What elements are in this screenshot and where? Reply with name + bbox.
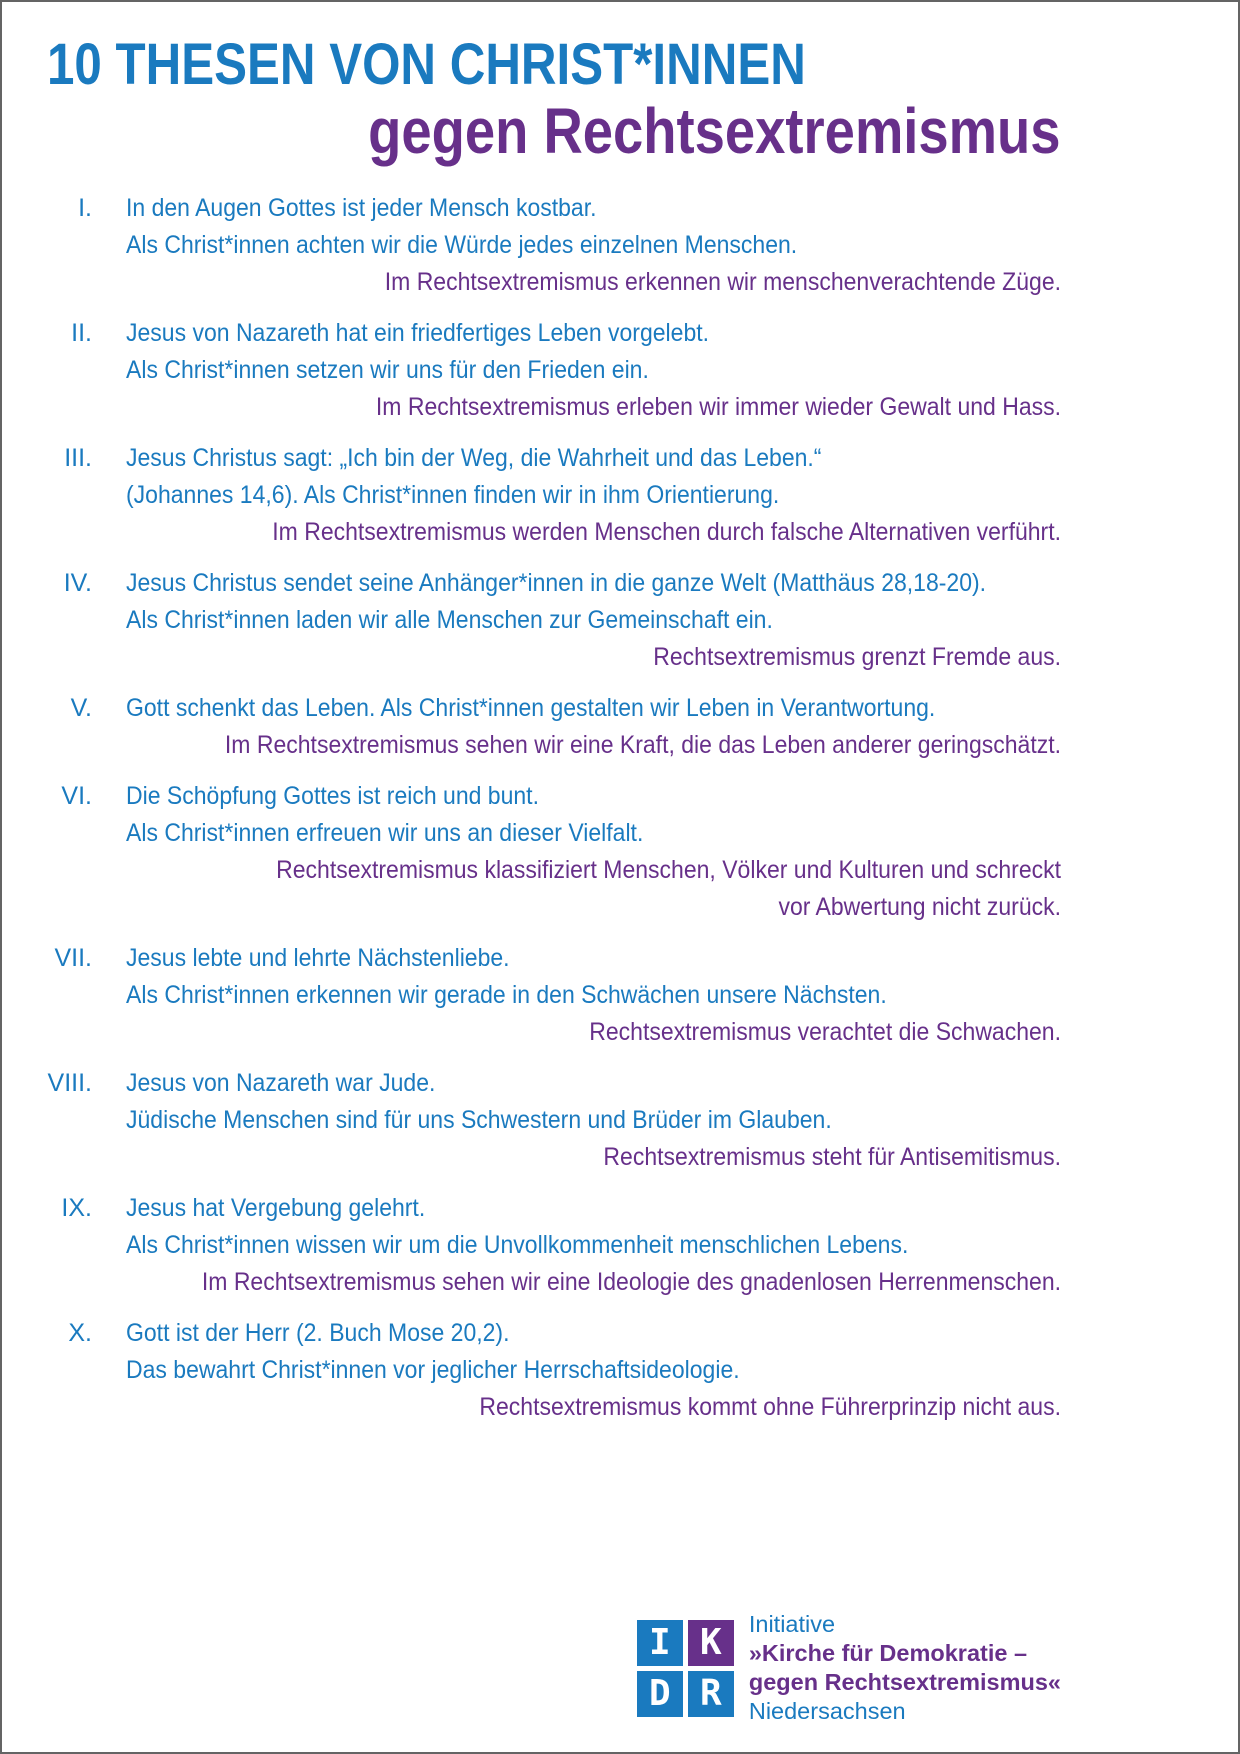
thesis-item-6	[47, 778, 1061, 926]
thesis-statement-line: Als Christ*innen setzen wir uns für den Frieden ein.	[126, 356, 649, 384]
thesis-contrast-line: Im Rechtsextremismus sehen wir eine Kraft, die das Leben anderer geringschätzt.	[224, 731, 1061, 759]
org-name-block	[749, 1610, 1061, 1726]
thesis-contrast-line: Im Rechtsextremismus werden Menschen durch falsche Alternativen verführt.	[272, 518, 1062, 546]
thesis-statement-line: Die Schöpfung Gottes ist reich und bunt.	[126, 782, 539, 810]
thesis-item-7	[47, 940, 1061, 1051]
thesis-statement-line: (Johannes 14,6). Als Christ*innen finden wir in ihm Orientierung.	[126, 481, 780, 509]
logo-square-k: K	[688, 1620, 734, 1666]
thesis-numeral: VI.	[61, 782, 92, 810]
thesis-item-5	[47, 690, 1061, 764]
thesis-item-3	[47, 440, 1061, 551]
thesis-statement-line: Gott ist der Herr (2. Buch Mose 20,2).	[126, 1319, 510, 1347]
logo-square-d: D	[637, 1671, 683, 1717]
thesis-contrast-line: Rechtsextremismus grenzt Fremde aus.	[653, 643, 1061, 671]
thesis-statement-line: Jesus von Nazareth war Jude.	[126, 1069, 436, 1097]
thesis-contrast-line: Im Rechtsextremismus erleben wir immer wieder Gewalt und Hass.	[375, 393, 1061, 421]
thesis-item-4	[47, 565, 1061, 676]
thesis-statement-line: Jesus Christus sagt: „Ich bin der Weg, die Wahrheit und das Leben.“	[126, 444, 822, 472]
thesis-contrast-line: Rechtsextremismus kommt ohne Führerprinzip nicht aus.	[479, 1393, 1061, 1421]
thesis-item-2	[47, 315, 1061, 426]
thesis-statement-line: Gott schenkt das Leben. Als Christ*innen gestalten wir Leben in Verantwortung.	[126, 694, 936, 722]
thesis-item-1	[47, 190, 1061, 301]
thesis-statement-line: Jesus von Nazareth hat ein friedfertiges Leben vorgelebt.	[126, 319, 710, 347]
thesis-item-10	[47, 1315, 1061, 1426]
thesis-item-9	[47, 1190, 1061, 1301]
thesis-statement-line: Jesus hat Vergebung gelehrt.	[126, 1194, 426, 1222]
org-line-kirche: »Kirche für Demokratie –	[748, 1640, 1028, 1666]
thesis-numeral: X.	[68, 1319, 92, 1347]
ikdr-logo	[637, 1620, 734, 1717]
thesis-statement-line: Als Christ*innen erfreuen wir uns an dieser Vielfalt.	[126, 819, 644, 847]
thesis-statement-line: Als Christ*innen erkennen wir gerade in den Schwächen unsere Nächsten.	[126, 981, 887, 1009]
thesis-numeral: VIII.	[47, 1069, 92, 1097]
thesis-numeral: I.	[78, 194, 92, 222]
thesis-numeral: III.	[64, 444, 92, 472]
page-title-line1-text: 10 THESEN VON CHRIST*INNEN	[47, 32, 806, 97]
thesis-numeral: IV.	[63, 569, 92, 597]
org-line-niedersachsen: Niedersachsen	[748, 1698, 906, 1724]
logo-square-i: I	[637, 1620, 683, 1666]
thesis-statement-line: Als Christ*innen wissen wir um die Unvollkommenheit menschlichen Lebens.	[126, 1231, 909, 1259]
thesis-statement-line: In den Augen Gottes ist jeder Mensch kostbar.	[126, 194, 597, 222]
thesis-statement-line: Als Christ*innen laden wir alle Menschen zur Gemeinschaft ein.	[126, 606, 773, 634]
thesis-numeral: II.	[71, 319, 92, 347]
thesis-contrast-line: Im Rechtsextremismus erkennen wir menschenverachtende Züge.	[384, 268, 1062, 296]
thesis-numeral: IX.	[61, 1194, 92, 1222]
page-title-line2	[47, 95, 1061, 167]
logo-square-r: R	[688, 1671, 734, 1717]
thesis-numeral: V.	[70, 694, 92, 722]
page-title-line2-text: gegen Rechtsextremismus	[368, 95, 1061, 167]
thesis-statement-line: Als Christ*innen achten wir die Würde jedes einzelnen Menschen.	[126, 231, 798, 259]
thesis-statement-line: Jesus lebte und lehrte Nächstenliebe.	[126, 944, 510, 972]
org-line-initiative: Initiative	[748, 1611, 836, 1637]
thesis-item-8	[47, 1065, 1061, 1176]
theses-list	[47, 190, 1061, 1426]
footer	[637, 1610, 1061, 1726]
thesis-contrast-line: Rechtsextremismus verachtet die Schwachen.	[589, 1018, 1061, 1046]
thesis-contrast-line: vor Abwertung nicht zurück.	[778, 893, 1061, 921]
thesis-statement-line: Das bewahrt Christ*innen vor jeglicher Herrschaftsideologie.	[126, 1356, 740, 1384]
thesis-contrast-line: Rechtsextremismus steht für Antisemitismus.	[603, 1143, 1061, 1171]
thesis-numeral: VII.	[54, 944, 92, 972]
thesis-statement-line: Jüdische Menschen sind für uns Schwestern und Brüder im Glauben.	[126, 1106, 832, 1134]
header	[2, 2, 1238, 167]
thesis-statement-line: Jesus Christus sendet seine Anhänger*innen in die ganze Welt (Matthäus 28,18-20).	[126, 569, 987, 597]
thesis-contrast-line: Im Rechtsextremismus sehen wir eine Ideologie des gnadenlosen Herrenmenschen.	[201, 1268, 1061, 1296]
page-title-line1	[47, 32, 1061, 98]
thesis-contrast-line: Rechtsextremismus klassifiziert Menschen, Völker und Kulturen und schreckt	[276, 856, 1061, 884]
org-line-gegen-rechts: gegen Rechtsextremismus«	[748, 1669, 1061, 1695]
